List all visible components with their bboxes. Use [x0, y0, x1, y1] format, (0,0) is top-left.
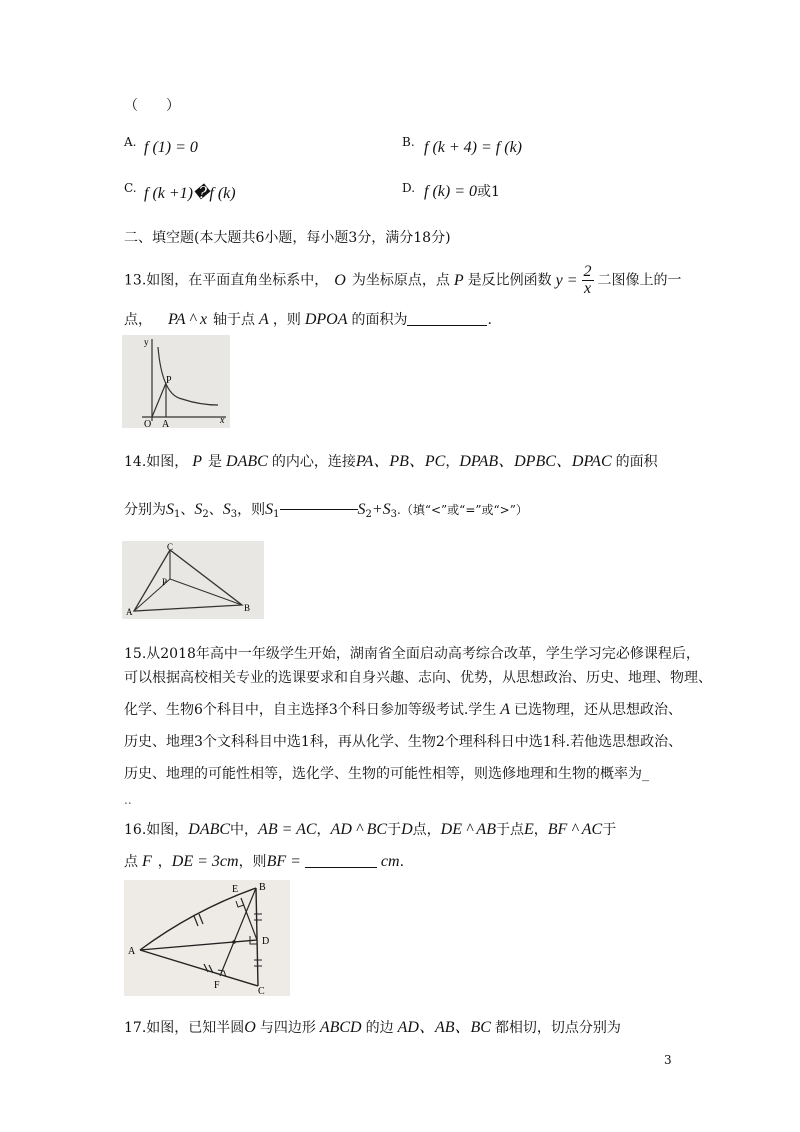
q15-line4: 历史、地理3个文科科目中选1科，再从化学、生物2个理科科日中选1科.若他选思想政治、 [124, 734, 683, 750]
q13-text: 二图像上的一 [597, 272, 682, 289]
q16-text: 于 [387, 822, 402, 838]
q12-option-a-label: A. [124, 135, 137, 149]
q13-figure [122, 335, 230, 428]
q14-figure [122, 541, 264, 619]
q16-text: 于点 [495, 822, 524, 838]
q12-option-d-tail: 或1 [477, 184, 500, 200]
page-number: 3 [664, 1053, 672, 1067]
q16-text: 点 [124, 854, 138, 870]
q12-option-b-label: B. [402, 135, 415, 149]
q14-line2 [124, 500, 528, 525]
q13-text: 的面积为 [351, 312, 408, 328]
q14-s3-sub: 3 [230, 509, 238, 520]
label-x: x [220, 415, 225, 426]
q17-sides: AD、AB、BC [397, 1019, 491, 1036]
q16-perp1: AD ^ BC [330, 821, 388, 838]
q14-text: ， [445, 454, 460, 470]
q13-perp: PA ^ x [168, 311, 208, 328]
segment-ad [140, 940, 257, 950]
q14-segments: PA、PB、PC [355, 453, 446, 470]
segment-ac [140, 950, 258, 986]
q15-line1: 15.从2018年高中一年级学生开始，湖南省全面启动高考综合改革，学生学习完必修课程后， [124, 646, 700, 662]
q16-text: 16.如图， [124, 822, 189, 838]
q12-option-c-expr: f (k +1)�f (k) [144, 185, 236, 202]
q17-text: 与四边形 [259, 1020, 316, 1036]
q15-var-a: A [500, 701, 511, 718]
q13-text: 13.如图，在平面直角坐标系中， [124, 272, 329, 289]
q12-option-a-expr: f (1) = 0 [144, 139, 198, 156]
q17-text: 的边 [365, 1020, 394, 1036]
q17-var-o: O [244, 1019, 256, 1036]
label-a: A [128, 946, 136, 957]
q16-figure-svg [124, 880, 290, 996]
q16-var-d: D [401, 821, 413, 838]
q14-cmp-s2-sub: 2 [365, 509, 372, 520]
q12-option-c-label: C. [124, 181, 137, 195]
q14-text: 的内心，连接 [271, 454, 356, 470]
q14-text: ，则 [237, 502, 266, 518]
q16-perp2: DE ^ AB [440, 821, 496, 838]
q13-line1 [124, 264, 682, 297]
segment-op [152, 383, 166, 417]
q14-cmp-s1: S [265, 501, 274, 518]
label-b: B [244, 603, 251, 613]
q16-answer-blank[interactable] [305, 853, 377, 868]
q13-var-a: A [259, 311, 269, 328]
q14-text: 是 [208, 454, 223, 470]
q14-figure-svg [122, 541, 264, 619]
q15-line5: 历史、地理的可能性相等，选化学、生物的可能性相等，则选修地理和生物的概率为_ [124, 766, 649, 782]
q13-triangle: DPOA [304, 311, 348, 328]
q13-line2 [124, 310, 492, 330]
q14-s1-sub: 1 [174, 509, 181, 520]
tick-mark [199, 914, 203, 924]
q16-eq: AB = AC [258, 821, 317, 838]
section-heading: 二、填空题(本大题共6小题，每小题3分，满分18分) [124, 230, 451, 246]
segment-pb [170, 579, 242, 605]
q14-sep: 、 [208, 502, 223, 518]
q16-text: ， [533, 822, 548, 838]
q17-text: 都相切，切点分别为 [494, 1020, 621, 1036]
q14-line1 [124, 452, 658, 472]
q17-text: 17.如图，已知半圆 [124, 1020, 245, 1036]
q14-answer-blank[interactable] [280, 507, 358, 510]
q15-line6: .. [124, 793, 132, 807]
q14-triangles: DPAB、DPBC、DPAC [459, 453, 612, 470]
q14-text: 14.如图， [124, 454, 189, 470]
label-y: y [144, 337, 149, 347]
q12-option-b-expr: f (k + 4) = f (k) [424, 139, 522, 156]
q16-var-e: E [523, 821, 534, 838]
q12-option-d-expr: f (k) = 0 [424, 183, 477, 200]
q16-text: . [399, 854, 405, 870]
q13-frac-num: 2 [583, 263, 592, 280]
q12-answer-paren: （ ） [124, 98, 180, 114]
q14-text: 分别为 [124, 502, 166, 518]
q14-plus: + [371, 501, 383, 518]
q13-text: 轴于点 [213, 312, 256, 328]
q17-line1 [124, 1018, 621, 1038]
q12-option-d-label: D. [402, 181, 416, 195]
label-d: D [262, 936, 270, 947]
q13-fraction [582, 264, 594, 297]
q14-sep: 、 [180, 502, 195, 518]
q14-var-p: P [192, 453, 203, 470]
q16-var-f: F [142, 853, 152, 870]
q16-line1 [124, 820, 616, 840]
q17-quad: ABCD [319, 1019, 362, 1036]
q14-s2: S [194, 501, 203, 518]
q16-figure [124, 880, 290, 996]
q13-text: 是反比例函数 [467, 272, 552, 289]
q14-text: 的面积 [615, 454, 658, 470]
q16-text: ， [157, 854, 172, 870]
q13-text: . [487, 312, 492, 328]
label-f: F [214, 980, 220, 991]
triangle-abc [134, 550, 242, 611]
q15-text: 化学、生物6个科目中，自主选择3个科日参加等级考试.学生 [124, 702, 497, 718]
q13-var-o: O [334, 271, 346, 289]
q13-text: 为坐标原点，点 [351, 272, 450, 289]
intersection-point [232, 940, 236, 944]
q14-s1: S [166, 501, 174, 518]
label-c: C [167, 542, 174, 552]
label-e: E [232, 884, 239, 895]
q15-line3 [124, 700, 682, 720]
q13-text: 点， [124, 312, 152, 328]
q15-text: 已选物理，还从思想政治、 [514, 702, 683, 718]
q13-func-lhs: y = [555, 271, 578, 289]
q14-cmp-s2: S [357, 501, 366, 518]
q15-line2: 可以根据高校相关专业的选课要求和自身兴趣、志向、优势，从思想政治、历史、地理、物理、 [124, 670, 712, 686]
q14-cmp-s3: S [382, 501, 391, 518]
q14-s3: S [222, 501, 231, 518]
q14-cmp-s3-sub: 3 [390, 509, 398, 520]
label-o: O [144, 419, 152, 428]
q16-line2 [124, 852, 404, 872]
label-b: B [259, 882, 266, 893]
segment-bf [220, 888, 256, 976]
q16-text: 点， [412, 822, 441, 838]
label-p: P [162, 577, 168, 587]
q14-cmp-s1-sub: 1 [273, 509, 280, 520]
q13-text: ，则 [272, 312, 301, 328]
q16-text: ，则 [238, 854, 267, 870]
q13-figure-svg [122, 335, 230, 428]
label-a: A [162, 419, 170, 428]
q16-bf: BF = [266, 853, 301, 870]
q14-triangle: DABC [226, 453, 268, 470]
q14-s2-sub: 2 [202, 509, 209, 520]
q16-de: DE = 3cm [171, 853, 239, 870]
q16-triangle: DABC [188, 821, 231, 838]
q13-answer-blank[interactable] [407, 311, 487, 326]
label-c: C [258, 986, 265, 996]
q16-unit: cm [380, 853, 400, 870]
q13-frac-den: x [583, 280, 592, 297]
q14-text: .（填“<”或“=”或“>”） [397, 503, 528, 517]
label-a: A [126, 607, 133, 617]
q16-perp3: BF ^ AC [547, 821, 603, 838]
q13-var-p: P [453, 271, 464, 289]
q12-option-d [424, 182, 500, 202]
tick-mark [194, 916, 198, 926]
q16-text: 中， [230, 822, 259, 838]
q16-text: ， [316, 822, 331, 838]
label-p: P [166, 375, 172, 386]
segment-ab [140, 888, 256, 950]
q16-text: 于 [602, 822, 617, 838]
